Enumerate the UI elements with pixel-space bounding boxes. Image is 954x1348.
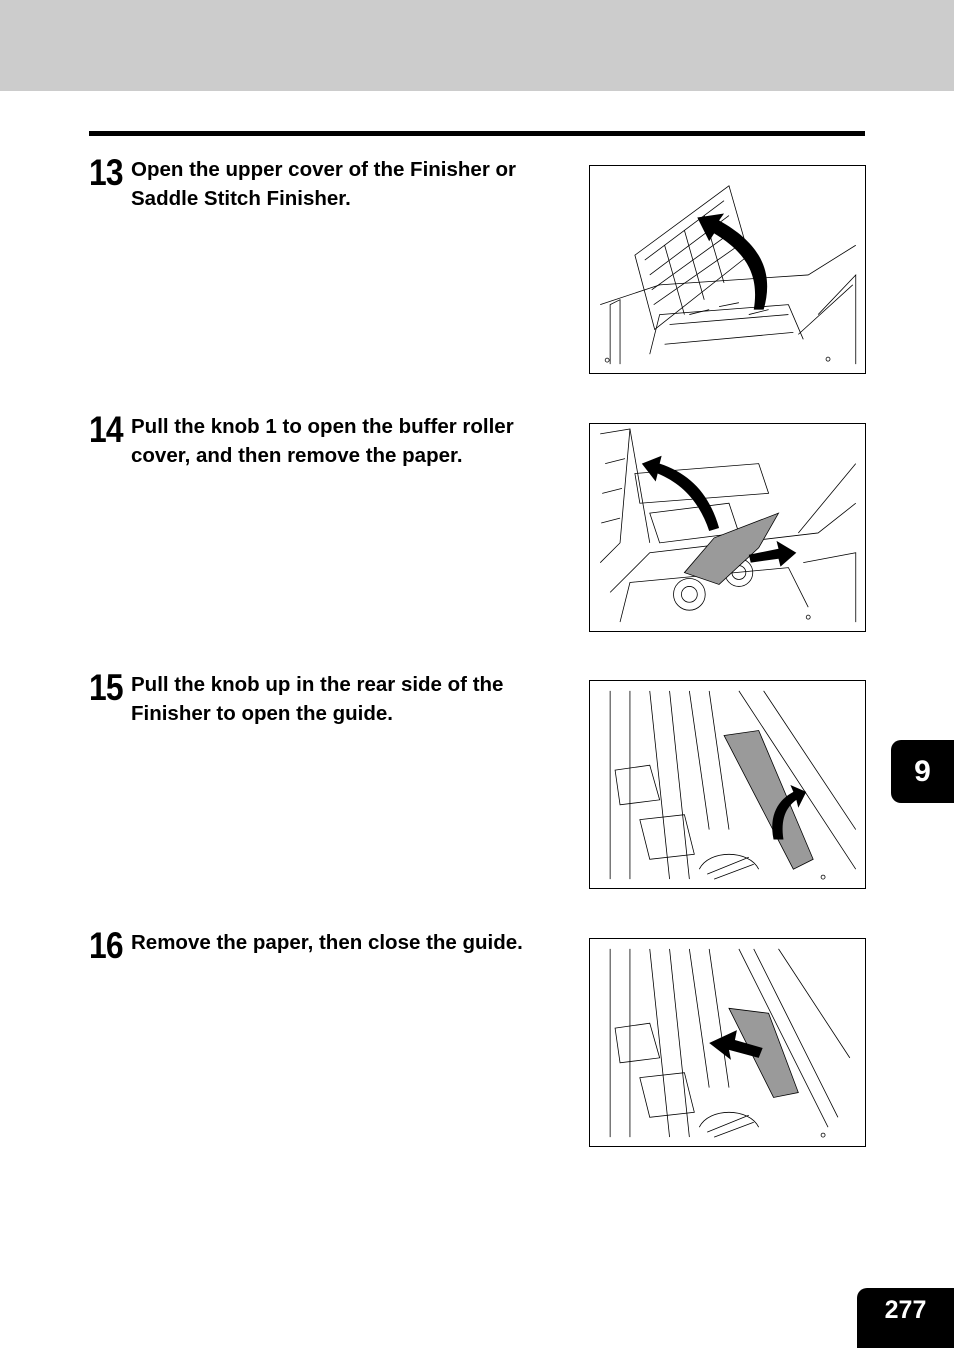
step-number: 14 (89, 409, 123, 450)
step-number: 16 (89, 925, 123, 966)
page-number: 277 (857, 1288, 954, 1348)
section-divider (89, 131, 865, 136)
illustration-open-upper-cover (589, 165, 866, 374)
illustration-open-guide (589, 680, 866, 889)
step-number: 15 (89, 667, 123, 708)
step-instruction: Pull the knob 1 to open the buffer roller cover, and then remove the paper. (131, 415, 514, 467)
header-band (0, 0, 954, 91)
step-instruction: Remove the paper, then close the guide. (131, 931, 523, 954)
finisher-guide-illustration (590, 681, 865, 888)
finisher-cover-illustration (590, 166, 865, 373)
chapter-tab: 9 (891, 740, 954, 803)
illustration-remove-paper (589, 938, 866, 1147)
buffer-roller-illustration (590, 424, 865, 631)
step-number: 13 (89, 152, 123, 193)
remove-paper-illustration (590, 939, 865, 1146)
illustration-buffer-roller (589, 423, 866, 632)
step-instruction: Pull the knob up in the rear side of the Finisher to open the guide. (131, 673, 504, 725)
step-instruction: Open the upper cover of the Finisher or Saddle Stitch Finisher. (131, 158, 516, 210)
